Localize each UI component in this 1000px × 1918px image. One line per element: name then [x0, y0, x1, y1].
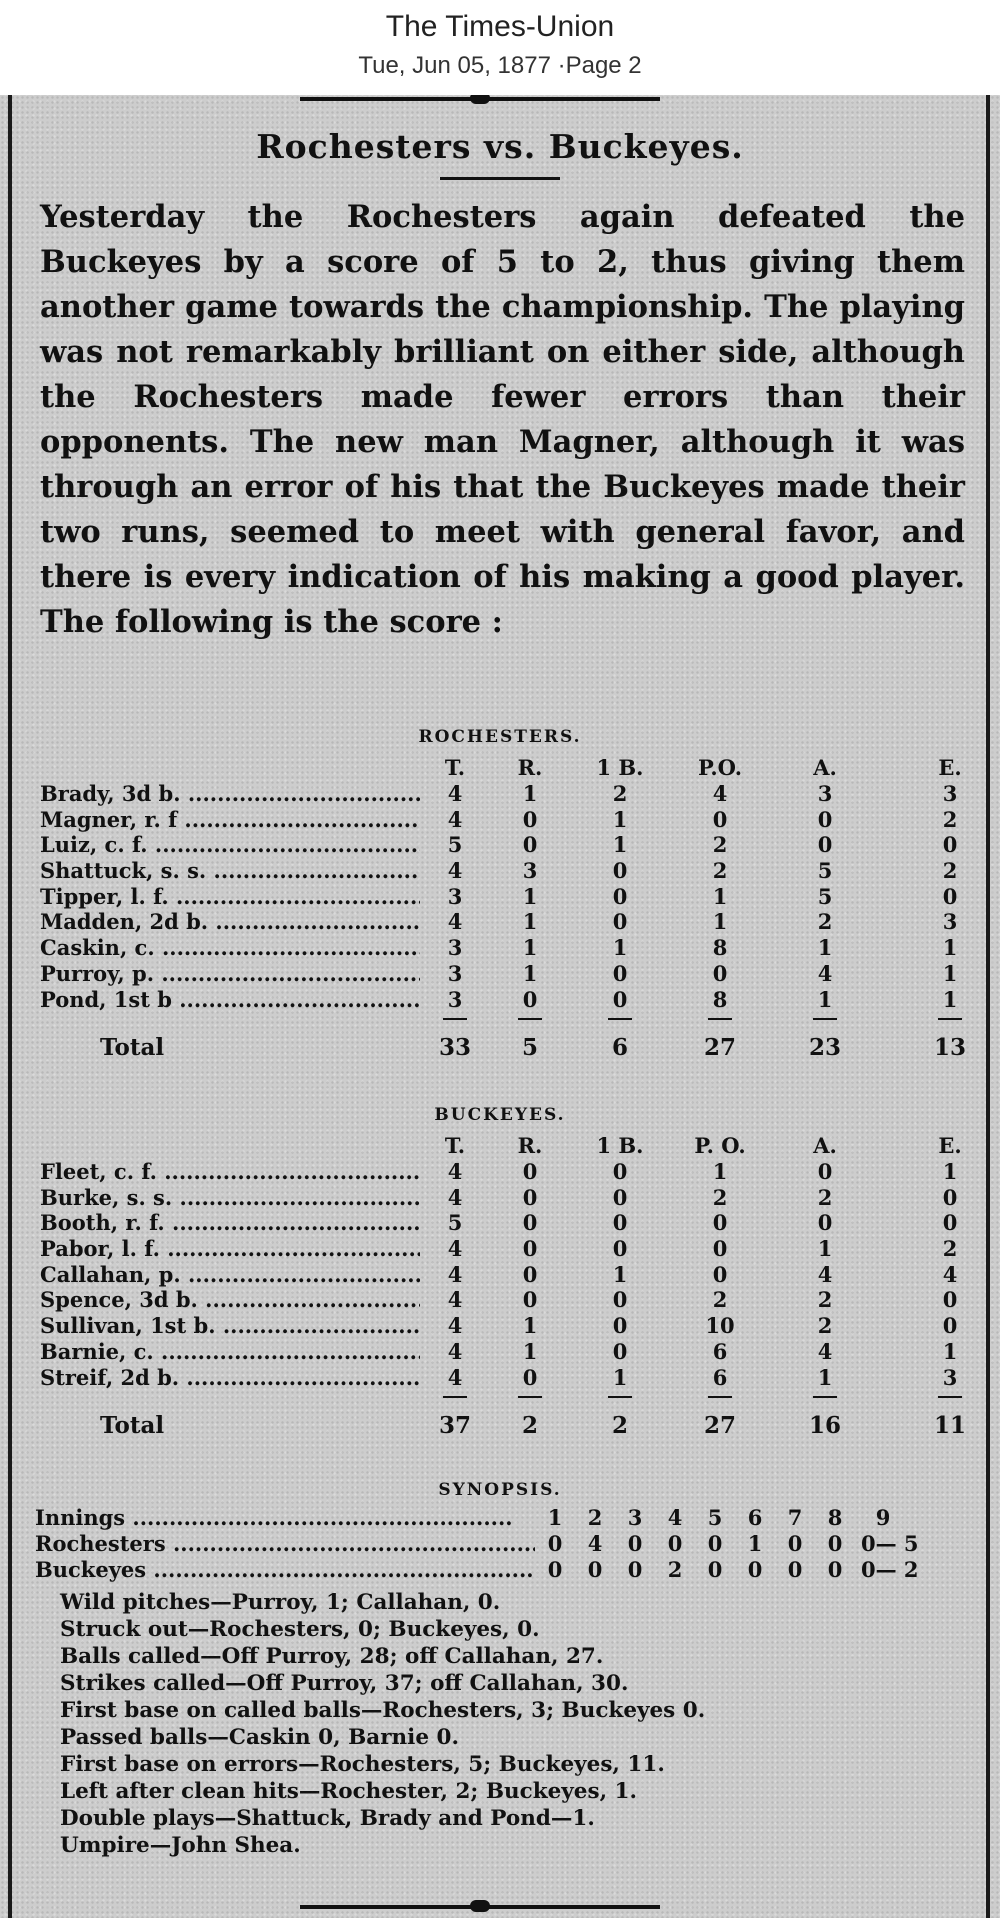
stat-cell: 4 [447, 781, 463, 806]
stat-cell: 3 [942, 909, 958, 935]
stat-cell: 0 [522, 1287, 538, 1313]
total-cell: 2 [611, 1412, 628, 1440]
inning-number: 7 [787, 1505, 803, 1530]
stat-cell: 0 [817, 1210, 833, 1236]
publication-name: The Times-Union [385, 10, 615, 43]
newspaper-clipping [0, 95, 1000, 1918]
column-header: 1 B. [596, 755, 644, 780]
total-rule [813, 1396, 837, 1398]
total-cell: 27 [703, 1034, 736, 1062]
total-label: Total [100, 1412, 165, 1440]
stat-cell: 4 [817, 1261, 833, 1287]
stat-cell: 0 [522, 1159, 538, 1184]
stat-cell: 0 [942, 832, 958, 858]
total-cell: 13 [933, 1034, 966, 1062]
stat-cell: 2 [817, 1313, 833, 1339]
stat-cell: 1 [942, 1159, 958, 1184]
player-row [40, 1262, 965, 1288]
stat-cell: 2 [612, 781, 628, 806]
stat-cell: 1 [522, 883, 538, 909]
stat-cell: 3 [447, 935, 463, 961]
stat-cell: 1 [522, 960, 538, 986]
stat-cell: 0 [522, 806, 538, 832]
stat-cell: 2 [942, 858, 958, 884]
total-rule [443, 1018, 467, 1020]
stat-cell: 0 [612, 909, 628, 935]
stat-cell: 4 [447, 1184, 463, 1210]
publication-date: Tue, Jun 05, 1877 ·Page 2 [358, 52, 642, 79]
total-rule [518, 1396, 542, 1398]
stat-cell: 2 [942, 806, 958, 832]
inning-number: 1 [547, 1505, 563, 1530]
player-name: Tipper, l. f. ..... [40, 884, 420, 910]
player-name: Streif, 2d b. ..... [40, 1365, 420, 1391]
stat-cell: 1 [712, 1159, 728, 1184]
synopsis-note: Balls called—Off Purroy, 28; off Callahan, 27. [60, 1644, 604, 1669]
stat-cell: 5 [447, 1210, 463, 1236]
innings-label: Innings ..... [35, 1505, 535, 1531]
stat-cell: 3 [522, 858, 538, 884]
rochesters-box-score [40, 755, 965, 1068]
stat-cell: 1 [817, 935, 833, 961]
headline-rule [440, 177, 560, 180]
total-rule [708, 1018, 732, 1020]
total-label: Total [100, 1034, 165, 1062]
synopsis-note: First base on called balls—Rochesters, 3; Buckeyes 0. [60, 1698, 706, 1723]
team-line-score [35, 1531, 970, 1557]
column-header: T. [444, 755, 466, 780]
synopsis-title: SYNOPSIS. [438, 1480, 562, 1500]
player-row [40, 1339, 965, 1365]
stat-cell: 1 [817, 1364, 833, 1390]
article-body: Yesterday the Rochesters again defeated the Buckeyes by a score of 5 to 2, thus giving them another game towards the championship. The playing was not remarkably brilliant on either side, although the Rochesters made fewer errors than their opponents. The new man Magner, although it was through an error of his that the Buckeyes made their two runs, seemed to meet with general favor, and there is every indication of his making a good player. The following is the score : [40, 199, 965, 640]
synopsis-note: Struck out—Rochesters, 0; Buckeyes, 0. [60, 1617, 540, 1642]
left-column-rule [8, 95, 12, 1918]
player-row [40, 935, 965, 961]
bottom-ornament-dot [470, 1900, 490, 1912]
column-header: A. [813, 1133, 837, 1158]
stat-cell: 5 [817, 858, 833, 884]
player-name: Caskin, c. ..... [40, 935, 420, 961]
stat-cell: 4 [447, 1338, 463, 1364]
stat-cell: 1 [522, 909, 538, 935]
player-name: Brady, 3d b. ..... [40, 781, 420, 807]
stat-cell: 1 [612, 806, 628, 832]
synopsis-note: Left after clean hits—Rochester, 2; Buckeyes, 1. [60, 1779, 637, 1804]
stat-cell: 0 [942, 1210, 958, 1236]
stat-cell: 0 [612, 1210, 628, 1236]
inning-score: 0 [587, 1557, 603, 1582]
player-name: Fleet, c. f. ..... [40, 1159, 420, 1185]
stat-cell: 0 [612, 1313, 628, 1339]
player-row [40, 781, 965, 807]
rochesters-title: ROCHESTERS. [418, 727, 582, 747]
stat-cell: 1 [817, 1236, 833, 1262]
player-row [40, 807, 965, 833]
stat-cell: 1 [612, 832, 628, 858]
inning-score: 0 [787, 1557, 803, 1582]
total-rule [608, 1396, 632, 1398]
buckeyes-box-score [40, 1133, 965, 1446]
inning-number: 2 [587, 1505, 603, 1530]
column-header: E. [938, 1133, 962, 1158]
synopsis-note: First base on errors—Rochesters, 5; Buckeyes, 11. [60, 1752, 665, 1777]
inning-score: 0 [627, 1531, 643, 1556]
stat-cell: 4 [447, 806, 463, 832]
inning-score: 1 [747, 1531, 763, 1556]
innings-row [35, 1505, 970, 1531]
player-name: Pabor, l. f. ..... [40, 1236, 420, 1262]
stat-cell: 1 [712, 883, 728, 909]
stat-cell: 2 [817, 1184, 833, 1210]
viewer-header [0, 0, 1000, 95]
total-rule [608, 1018, 632, 1020]
stat-cell: 4 [447, 1261, 463, 1287]
stat-cell: 0 [522, 1184, 538, 1210]
inning-score: 0 [827, 1557, 843, 1582]
stat-cell: 3 [447, 960, 463, 986]
inning-score: 4 [587, 1531, 603, 1556]
player-row [40, 1313, 965, 1339]
stat-cell: 2 [712, 858, 728, 884]
column-header: A. [813, 755, 837, 780]
article-headline: Rochesters vs. Buckeyes. [256, 127, 744, 166]
inning-number: 4 [667, 1505, 683, 1530]
stat-cell: 2 [712, 832, 728, 858]
stat-cell: 0 [612, 1287, 628, 1313]
inning-score: 0 [747, 1557, 763, 1582]
stat-cell: 0 [712, 960, 728, 986]
stat-cell: 0 [612, 986, 628, 1012]
total-rule [938, 1396, 962, 1398]
buckeyes-title: BUCKEYES. [434, 1105, 566, 1125]
stat-cell: 1 [612, 1261, 628, 1287]
total-cell: 2 [521, 1412, 538, 1440]
column-header: P.O. [698, 755, 742, 780]
player-name: Luiz, c. f. ..... [40, 832, 420, 858]
stat-cell: 1 [712, 909, 728, 935]
stat-cell: 5 [447, 832, 463, 858]
stat-cell: 0 [817, 1159, 833, 1184]
stat-cell: 1 [522, 1313, 538, 1339]
total-rule [938, 1018, 962, 1020]
stat-cell: 1 [612, 1364, 628, 1390]
stat-cell: 1 [522, 781, 538, 806]
stat-cell: 0 [612, 1236, 628, 1262]
stat-cell: 0 [712, 1261, 728, 1287]
stat-cell: 4 [817, 960, 833, 986]
stat-cell: 0 [522, 1210, 538, 1236]
player-row [40, 832, 965, 858]
column-header: P. O. [694, 1133, 746, 1158]
synopsis-notes [35, 1589, 970, 1859]
stat-cell: 0 [712, 1210, 728, 1236]
stat-cell: 6 [712, 1338, 728, 1364]
total-rule [443, 1396, 467, 1398]
inning-score: 0— 2 [861, 1557, 919, 1582]
stat-cell: 1 [612, 935, 628, 961]
stat-cell: 2 [712, 1184, 728, 1210]
stat-cell: 0 [612, 1338, 628, 1364]
inning-number: 8 [827, 1505, 843, 1530]
total-cell: 27 [703, 1412, 736, 1440]
stat-cell: 0 [522, 1261, 538, 1287]
stat-cell: 1 [942, 935, 958, 961]
stat-cell: 3 [942, 1364, 958, 1390]
stat-cell: 3 [447, 986, 463, 1012]
stat-cell: 3 [942, 781, 958, 806]
inning-score: 0 [707, 1557, 723, 1582]
inning-score: 0 [707, 1531, 723, 1556]
player-name: Shattuck, s. s. ..... [40, 858, 420, 884]
player-row [40, 1210, 965, 1236]
player-name: Pond, 1st b ..... [40, 987, 420, 1013]
player-row [40, 858, 965, 884]
inning-number: 6 [747, 1505, 763, 1530]
stat-cell: 0 [612, 960, 628, 986]
column-header-row [40, 1133, 965, 1159]
stat-cell: 0 [817, 806, 833, 832]
stat-cell: 4 [447, 1159, 463, 1184]
inning-score: 0 [667, 1531, 683, 1556]
stat-cell: 0 [612, 883, 628, 909]
stat-cell: 0 [712, 806, 728, 832]
player-row [40, 1365, 965, 1391]
stat-cell: 0 [712, 1236, 728, 1262]
stat-cell: 4 [447, 1287, 463, 1313]
stat-cell: 0 [522, 1236, 538, 1262]
synopsis-table [35, 1505, 970, 1859]
inning-score: 0 [547, 1557, 563, 1582]
synopsis-note: Passed balls—Caskin 0, Barnie 0. [60, 1725, 459, 1750]
total-rule [518, 1018, 542, 1020]
stat-cell: 2 [817, 909, 833, 935]
player-row [40, 987, 965, 1013]
column-header: R. [517, 755, 543, 780]
total-cell: 6 [611, 1034, 628, 1062]
inning-score: 0— 5 [861, 1531, 919, 1556]
total-rule [813, 1018, 837, 1020]
stat-cell: 0 [522, 986, 538, 1012]
inning-number: 5 [707, 1505, 723, 1530]
stat-cell: 0 [942, 1184, 958, 1210]
inning-score: 0 [827, 1531, 843, 1556]
team-line-score [35, 1557, 970, 1583]
stat-cell: 4 [447, 909, 463, 935]
stat-cell: 8 [712, 935, 728, 961]
stat-cell: 5 [817, 883, 833, 909]
stat-cell: 3 [817, 781, 833, 806]
team-name: Rochesters ..... [35, 1531, 535, 1557]
total-cell: 37 [438, 1412, 471, 1440]
team-name: Buckeyes ..... [35, 1557, 535, 1583]
stat-cell: 0 [522, 1364, 538, 1390]
total-rule [708, 1396, 732, 1398]
stat-cell: 8 [712, 986, 728, 1012]
stat-cell: 0 [612, 1184, 628, 1210]
stat-cell: 0 [612, 858, 628, 884]
inning-score: 0 [627, 1557, 643, 1582]
total-cell: 16 [808, 1412, 841, 1440]
total-cell: 33 [438, 1034, 471, 1062]
top-ornament-dot [470, 95, 490, 104]
stat-cell: 1 [817, 986, 833, 1012]
total-row [40, 1406, 965, 1446]
total-row [40, 1028, 965, 1068]
player-name: Madden, 2d b. ..... [40, 909, 420, 935]
stat-cell: 0 [942, 1313, 958, 1339]
column-header: E. [938, 755, 962, 780]
player-name: Callahan, p. ..... [40, 1262, 420, 1288]
total-cell: 5 [521, 1034, 538, 1062]
player-row [40, 1159, 965, 1185]
inning-score: 0 [787, 1531, 803, 1556]
player-name: Burke, s. s. ..... [40, 1185, 420, 1211]
column-header-row [40, 755, 965, 781]
player-row [40, 884, 965, 910]
column-header: 1 B. [596, 1133, 644, 1158]
stat-cell: 2 [942, 1236, 958, 1262]
player-row [40, 1236, 965, 1262]
inning-score: 0 [547, 1531, 563, 1556]
stat-cell: 2 [817, 1287, 833, 1313]
inning-score: 2 [667, 1557, 683, 1582]
player-name: Magner, r. f ..... [40, 807, 420, 833]
stat-cell: 0 [817, 832, 833, 858]
player-name: Barnie, c. ..... [40, 1339, 420, 1365]
stat-cell: 2 [712, 1287, 728, 1313]
player-row [40, 961, 965, 987]
stat-cell: 3 [447, 883, 463, 909]
total-cell: 11 [933, 1412, 966, 1440]
player-row [40, 1185, 965, 1211]
player-name: Sullivan, 1st b. ..... [40, 1313, 420, 1339]
player-name: Booth, r. f. ..... [40, 1210, 420, 1236]
stat-cell: 4 [447, 1236, 463, 1262]
synopsis-note: Umpire—John Shea. [60, 1833, 301, 1858]
player-name: Purroy, p. ..... [40, 961, 420, 987]
stat-cell: 1 [942, 986, 958, 1012]
stat-cell: 4 [447, 1364, 463, 1390]
player-name: Spence, 3d b. ..... [40, 1287, 420, 1313]
inning-number: 3 [627, 1505, 643, 1530]
total-cell: 23 [808, 1034, 841, 1062]
stat-cell: 6 [712, 1364, 728, 1390]
synopsis-note: Wild pitches—Purroy, 1; Callahan, 0. [60, 1590, 501, 1615]
synopsis-note: Double plays—Shattuck, Brady and Pond—1. [60, 1806, 595, 1831]
player-row [40, 1287, 965, 1313]
stat-cell: 0 [942, 1287, 958, 1313]
column-header: R. [517, 1133, 543, 1158]
stat-cell: 1 [522, 1338, 538, 1364]
stat-cell: 0 [612, 1159, 628, 1184]
stat-cell: 4 [712, 781, 728, 806]
stat-cell: 1 [522, 935, 538, 961]
stat-cell: 4 [817, 1338, 833, 1364]
synopsis-note: Strikes called—Off Purroy, 37; off Callahan, 30. [60, 1671, 629, 1696]
stat-cell: 10 [705, 1313, 735, 1339]
stat-cell: 0 [522, 832, 538, 858]
column-header: T. [444, 1133, 466, 1158]
stat-cell: 0 [942, 883, 958, 909]
player-row [40, 909, 965, 935]
stat-cell: 4 [447, 858, 463, 884]
stat-cell: 4 [447, 1313, 463, 1339]
stat-cell: 1 [942, 1338, 958, 1364]
inning-number: 9 [875, 1505, 891, 1530]
stat-cell: 1 [942, 960, 958, 986]
stat-cell: 4 [942, 1261, 958, 1287]
